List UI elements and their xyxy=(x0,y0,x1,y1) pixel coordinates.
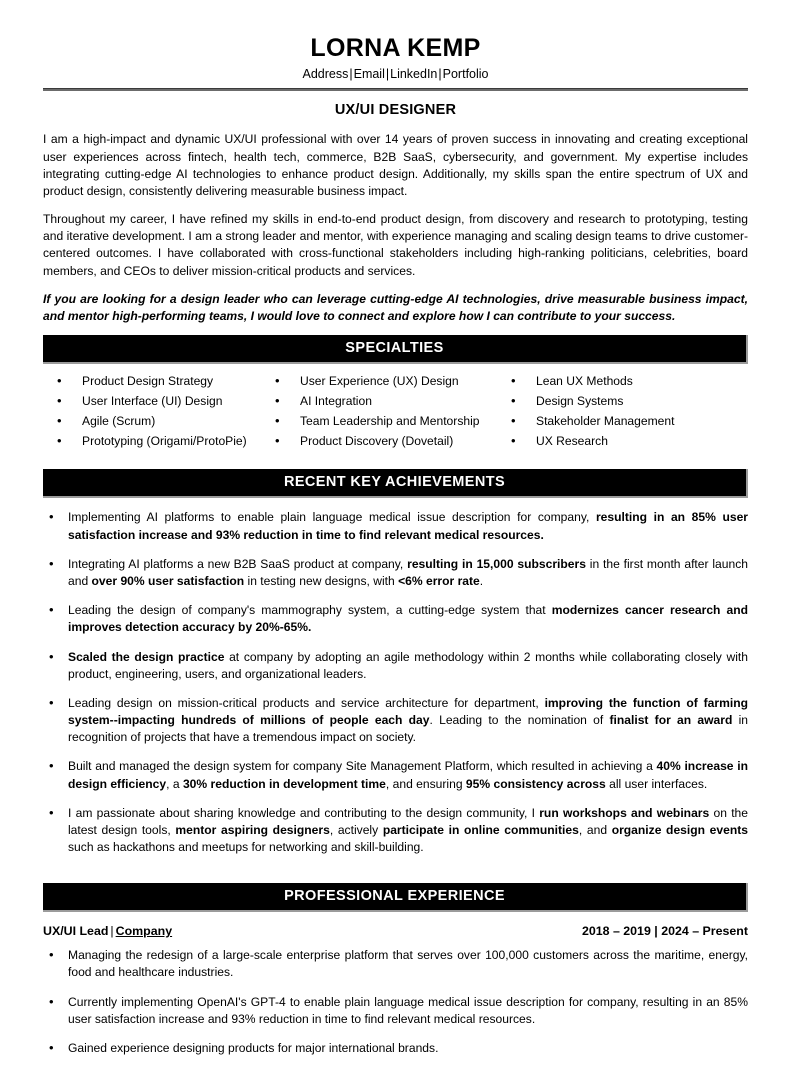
experience-text: Managing the redesign of a large-scale enterprise platform that serves over 100,000 customers across the maritime, energy, food and healthcare industries. xyxy=(68,948,748,980)
specialties-column-3 xyxy=(507,375,748,455)
section-header-achievements: RECENT KEY ACHIEVEMENTS xyxy=(43,469,748,498)
specialties-list-2 xyxy=(271,375,507,455)
achievement-highlight: resulting in 15,000 subscribers xyxy=(407,556,586,571)
achievement-highlight: 40% increase in design efficiency xyxy=(68,759,748,791)
achievement-text: in recognition of projects that have a tremendous impact on society. xyxy=(68,713,748,745)
specialty-label: AI Integration xyxy=(300,394,372,409)
job-title: UX/UI Lead xyxy=(43,924,109,939)
list-item xyxy=(271,435,507,455)
job-entry-header xyxy=(43,924,748,938)
list-item xyxy=(507,395,748,415)
achievement-highlight: resulting in an 85% user satisfaction increase and 93% reduction in time to find relevant medical resources. xyxy=(68,510,748,542)
achievement-text: all user interfaces. xyxy=(605,776,708,791)
achievement-text: Implementing AI platforms to enable plain language medical issue description for company, xyxy=(68,510,596,525)
achievement-highlight: finalist for an award xyxy=(609,713,733,728)
list-item xyxy=(507,415,748,435)
specialty-label: Team Leadership and Mentorship xyxy=(300,414,480,429)
achievement-highlight: improving the function of farming system--impacting hundreds of millions of people each day xyxy=(68,695,748,728)
list-item xyxy=(53,395,271,415)
contact-portfolio[interactable]: Portfolio xyxy=(442,66,489,81)
summary-call-to-action: If you are looking for a design leader who can leverage cutting-edge AI technologies, drive measurable business impact, and mentor high-performing teams, I would love to connect and explore how I can contribute to your success. xyxy=(43,291,748,323)
experience-text: Gained experience designing products for major international brands. xyxy=(68,1040,439,1055)
experience-item xyxy=(43,1040,748,1069)
achievement-text: I am passionate about sharing knowledge and contributing to the design community, I xyxy=(68,805,540,820)
achievement-highlight: organize design events xyxy=(611,822,748,837)
contact-linkedin[interactable]: LinkedIn xyxy=(390,66,438,81)
achievement-highlight: 95% consistency across xyxy=(465,776,606,791)
achievement-text: , a xyxy=(166,776,183,791)
experience-bullets-list xyxy=(43,947,748,1069)
specialty-label: Design Systems xyxy=(536,394,624,409)
achievement-text: such as hackathons and meetups for networking and skill-building. xyxy=(68,840,424,855)
list-item xyxy=(507,435,748,455)
achievement-text: , and ensuring xyxy=(385,776,466,791)
specialties-section xyxy=(43,375,748,455)
achievement-highlight: mentor aspiring designers xyxy=(175,822,330,837)
list-item xyxy=(53,375,271,395)
achievement-item xyxy=(43,602,748,648)
specialty-label: Product Discovery (Dovetail) xyxy=(300,434,454,449)
list-item xyxy=(53,415,271,435)
experience-text: Currently implementing OpenAI's GPT-4 to enable plain language medical issue description for company, resulting in an 85% user satisfaction increase and 93% reduction in time to find relevant medical resources. xyxy=(68,994,748,1026)
achievement-text: . Leading to the nomination of xyxy=(429,713,610,728)
role-title: UX/UI DESIGNER xyxy=(334,102,457,119)
resume-header xyxy=(43,0,748,118)
achievement-item xyxy=(43,695,748,759)
summary-paragraph-2: Throughout my career, I have refined my skills in end-to-end product design, from discovery and research to prototyping, testing and iterative development. I am a strong leader and mentor, with experience managing and scaling design teams to drive customer-centered outcomes. I have collaborated with cross-functional stakeholders including high-ranking politicians, celebrities, board members, and CEOs to deliver mission-critical products and services. xyxy=(43,212,748,278)
achievement-highlight: over 90% user satisfaction xyxy=(91,573,245,588)
list-item xyxy=(271,415,507,435)
specialty-label: Stakeholder Management xyxy=(536,414,675,429)
section-header-specialties: SPECIALTIES xyxy=(43,335,748,364)
header-divider xyxy=(43,88,748,91)
list-item xyxy=(271,395,507,415)
specialty-label: User Experience (UX) Design xyxy=(300,374,459,389)
specialty-label: Prototyping (Origami/ProtoPie) xyxy=(82,434,247,449)
contact-line xyxy=(43,67,748,83)
contact-address[interactable]: Address xyxy=(302,66,349,81)
specialties-list-1 xyxy=(53,375,271,455)
specialty-label: Product Design Strategy xyxy=(82,374,214,389)
achievement-highlight: <6% error rate xyxy=(398,573,480,588)
specialty-label: User Interface (UI) Design xyxy=(82,394,223,409)
summary-paragraph-1: I am a high-impact and dynamic UX/UI professional with over 14 years of proven success in innovating and creating exceptional user experiences across fintech, health tech, commerce, B2B SaaS, cybersecurity, and government. My expertise includes integrating cutting-edge AI technologies to enhance product design. Additionally, my skills span the entire spectrum of UX and product design, consistently delivering measurable business impact. xyxy=(43,132,748,198)
specialties-list-3 xyxy=(507,375,748,455)
achievement-text: at company by adopting an agile methodology within 2 months while collaborating closely with product, engineering, users, and organizational leaders. xyxy=(68,649,748,681)
list-item xyxy=(53,435,271,455)
achievement-item xyxy=(43,805,748,869)
section-header-experience: PROFESSIONAL EXPERIENCE xyxy=(43,883,748,912)
achievement-highlight: modernizes cancer research and improves detection accuracy by 20%-65%. xyxy=(68,603,749,635)
specialty-label: UX Research xyxy=(536,434,608,449)
achievement-text: . xyxy=(479,573,484,588)
achievement-text: , actively xyxy=(329,822,383,837)
experience-item xyxy=(43,947,748,993)
contact-separator-1: | xyxy=(349,66,353,81)
achievement-text: on the latest design tools, xyxy=(68,805,749,837)
achievements-list xyxy=(43,509,748,868)
achievement-text: Leading the design of company's mammography system, a cutting-edge system that xyxy=(68,603,552,618)
achievement-highlight: run workshops and webinars xyxy=(539,805,710,820)
achievement-text: in testing new designs, with xyxy=(244,573,399,588)
company-link[interactable]: Company xyxy=(115,924,173,939)
job-title-company xyxy=(43,924,172,938)
candidate-name: LORNA KEMP xyxy=(310,34,481,62)
list-item xyxy=(271,375,507,395)
achievement-text: Leading design on mission-critical products and service architecture for department, xyxy=(68,695,545,710)
specialty-label: Agile (Scrum) xyxy=(82,414,156,429)
achievement-text: in the first month after launch and xyxy=(68,556,749,588)
achievement-item xyxy=(43,509,748,555)
contact-separator-2: | xyxy=(385,66,390,81)
professional-summary xyxy=(43,131,748,325)
experience-item xyxy=(43,994,748,1040)
specialties-column-1 xyxy=(43,375,271,455)
achievement-text: , and xyxy=(578,822,612,837)
achievement-item xyxy=(43,649,748,695)
specialty-label: Lean UX Methods xyxy=(536,374,633,389)
achievement-highlight: Scaled the design practice xyxy=(68,649,225,664)
list-item xyxy=(507,375,748,395)
achievement-highlight: 30% reduction in development time xyxy=(182,776,386,791)
achievement-highlight: participate in online communities xyxy=(382,822,579,837)
specialties-column-2 xyxy=(271,375,507,455)
achievement-text: Integrating AI platforms a new B2B SaaS product at company, xyxy=(68,556,408,571)
contact-separator-3: | xyxy=(438,66,442,81)
achievement-item xyxy=(43,556,748,602)
contact-email[interactable]: Email xyxy=(353,66,385,81)
achievement-item xyxy=(43,758,748,804)
achievement-text: Built and managed the design system for company Site Management Platform, which resulted in achieving a xyxy=(68,759,657,774)
job-dates: 2018 – 2019 | 2024 – Present xyxy=(581,924,748,939)
job-separator: | xyxy=(110,924,114,939)
